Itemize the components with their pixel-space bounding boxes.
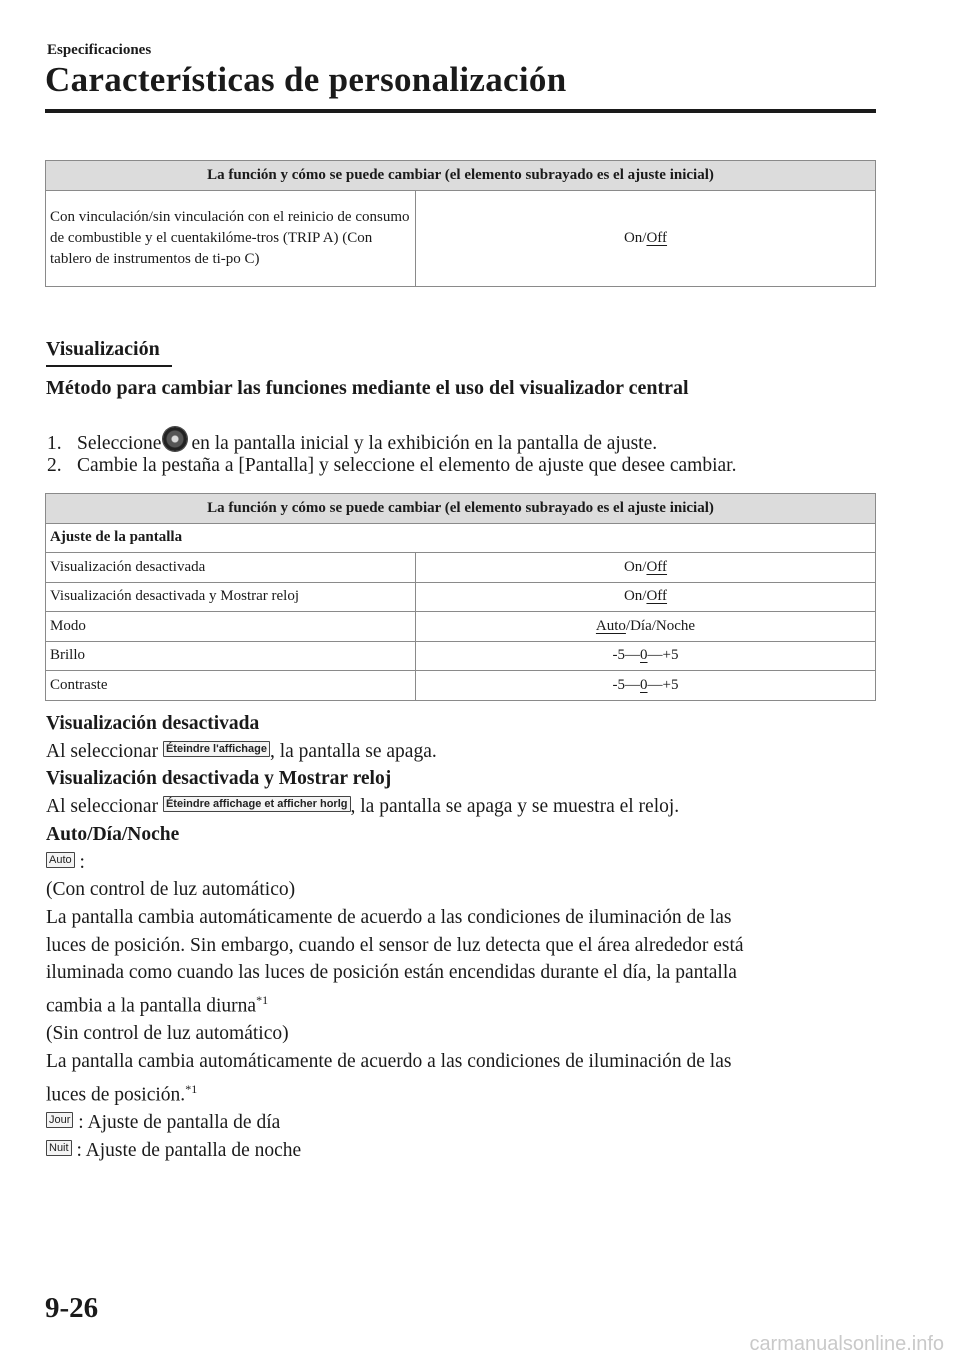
screen-button-display-off: Éteindre l'affichage bbox=[163, 741, 270, 757]
step-text: en la pantalla inicial y la exhibición en la pantalla de ajuste. bbox=[191, 433, 658, 454]
detail-text: (Sin control de luz automático) bbox=[46, 1023, 289, 1045]
row-label: Contraste bbox=[46, 671, 416, 701]
row-value bbox=[416, 191, 876, 287]
table-header: La función y cómo se puede cambiar (el elemento subrayado es el ajuste inicial) bbox=[46, 494, 876, 524]
heading-underline bbox=[46, 365, 172, 367]
step-1 bbox=[47, 427, 657, 455]
value-default: 0 bbox=[640, 647, 648, 664]
row-label: Modo bbox=[46, 612, 416, 642]
detail-text: Al seleccionar Éteindre l'affichage , la pantalla se apaga. bbox=[46, 740, 437, 762]
table-row bbox=[46, 582, 876, 612]
row-value bbox=[416, 641, 876, 671]
footnote-mark: *1 bbox=[185, 1081, 198, 1096]
gear-icon bbox=[163, 427, 187, 451]
value-default: Off bbox=[646, 588, 668, 605]
value-pre: -5— bbox=[612, 647, 641, 664]
value-default: 0 bbox=[640, 676, 648, 693]
value-pre: On/ bbox=[623, 558, 647, 575]
detail-text: cambia a la pantalla diurna$^{*1}$ bbox=[46, 993, 269, 1017]
screen-button-day: Jour bbox=[46, 1112, 73, 1128]
footnote-mark: *1 bbox=[256, 993, 269, 1008]
settings-table-trip bbox=[45, 160, 876, 287]
settings-table-display bbox=[45, 493, 876, 701]
table-row bbox=[46, 191, 876, 287]
row-label: Brillo bbox=[46, 641, 416, 671]
screen-button-auto: Auto bbox=[46, 852, 75, 868]
row-value bbox=[416, 671, 876, 701]
value-pre: On/ bbox=[623, 588, 647, 605]
detail-text: Auto : bbox=[46, 849, 876, 877]
row-value bbox=[416, 553, 876, 583]
section-heading-visual: Visualización bbox=[46, 338, 160, 360]
detail-text: (Con control de luz automático) bbox=[46, 879, 296, 901]
details-section bbox=[46, 710, 876, 1164]
section-label: Especificaciones bbox=[47, 42, 152, 58]
step-text: Cambie la pestaña a [Pantalla] y seleccione el elemento de ajuste que desee cambiar. bbox=[77, 455, 737, 476]
table-header: La función y cómo se puede cambiar (el elemento subrayado es el ajuste inicial) bbox=[46, 161, 876, 191]
row-description: Con vinculación/sin vinculación con el reinicio de consumo de combustible y el cuentakilóme-tros (TRIP A) (Con tablero de instrumentos de ti-po C) bbox=[46, 191, 416, 287]
step-number: 2. bbox=[47, 455, 62, 476]
row-value bbox=[416, 582, 876, 612]
step-2 bbox=[47, 455, 736, 477]
screen-button-display-off-clock: Éteindre affichage et afficher horlg bbox=[163, 796, 351, 812]
value-post: /Día/Noche bbox=[625, 617, 696, 634]
value-default: Off bbox=[646, 558, 668, 575]
row-label: Visualización desactivada y Mostrar reloj bbox=[46, 582, 416, 612]
detail-heading: Visualización desactivada bbox=[46, 713, 260, 734]
detail-heading: Visualización desactivada y Mostrar reloj bbox=[46, 768, 392, 790]
table-row bbox=[46, 553, 876, 583]
detail-text: La pantalla cambia automáticamente de acuerdo a las condiciones de iluminación de las bbox=[46, 1050, 732, 1072]
title-rule bbox=[45, 109, 876, 113]
detail-text: La pantalla cambia automáticamente de acuerdo a las condiciones de iluminación de las bbox=[46, 906, 732, 928]
detail-text: luces de posición.$^{*1}$ bbox=[46, 1081, 198, 1106]
step-number: 1. bbox=[47, 433, 62, 454]
value-post: —+5 bbox=[647, 676, 679, 693]
detail-text: Nuit : Ajuste de pantalla de noche bbox=[46, 1137, 876, 1165]
value-post: —+5 bbox=[647, 647, 679, 664]
value-default: Off bbox=[646, 230, 668, 246]
detail-text: luces de posición. Sin embargo, cuando el sensor de luz detecta que el área alrededor está bbox=[46, 934, 744, 956]
table-row bbox=[46, 641, 876, 671]
step-text: Seleccione bbox=[77, 433, 162, 454]
table-row bbox=[46, 612, 876, 642]
watermark: carmanualsonline.info bbox=[749, 1333, 944, 1355]
table-group-label: Ajuste de la pantalla bbox=[46, 523, 876, 553]
value-option: On/ bbox=[623, 230, 647, 246]
method-heading: Método para cambiar las funciones mediante el uso del visualizador central bbox=[46, 377, 689, 399]
row-value bbox=[416, 612, 876, 642]
detail-text: iluminada como cuando las luces de posición están encendidas durante el día, la pantalla bbox=[46, 962, 737, 984]
screen-button-night: Nuit bbox=[46, 1140, 72, 1156]
value-default: Auto bbox=[595, 617, 626, 634]
row-label: Visualización desactivada bbox=[46, 553, 416, 583]
page-number: 9-26 bbox=[45, 1292, 99, 1324]
detail-heading: Auto/Día/Noche bbox=[46, 823, 180, 845]
detail-text: Jour : Ajuste de pantalla de día bbox=[46, 1109, 876, 1137]
page-title: Características de personalización bbox=[45, 60, 567, 99]
value-pre: -5— bbox=[612, 676, 641, 693]
table-row bbox=[46, 671, 876, 701]
detail-text: Al seleccionar Éteindre affichage et afficher horlg , la pantalla se apaga y se muestra el reloj. bbox=[46, 796, 680, 818]
